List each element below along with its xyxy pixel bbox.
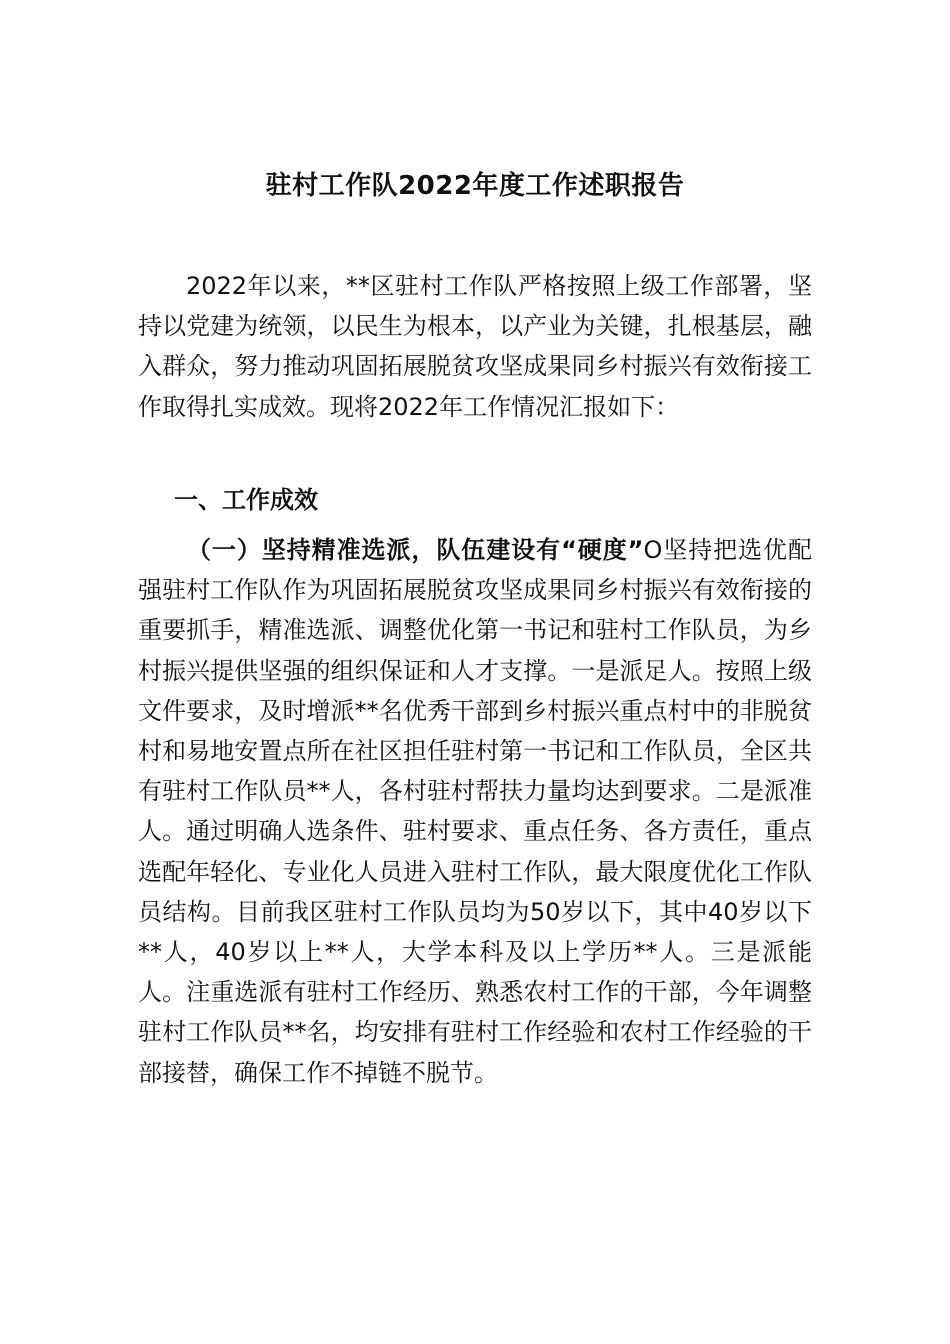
intro-paragraph-text: 2022年以来，**区驻村工作队严格按照上级工作部署，坚持以党建为统领，以民生为根本，以产业为关键，扎根基层，融入群众，努力推动巩固拓展脱贫攻坚成果同乡村振兴有效衔接工作取得扎实成效。现将2022年工作情况汇报如下：: [138, 272, 812, 421]
intro-paragraph: [138, 266, 812, 427]
subsection-heading: （一）坚持精准选派，队伍建设有“硬度”: [186, 536, 644, 564]
subsection-paragraph: [138, 530, 812, 1093]
document-title: 驻村工作队2022年度工作述职报告: [265, 171, 685, 201]
subsection-body-text: 坚持把选优配强驻村工作队作为巩固拓展脱贫攻坚成果同乡村振兴有效衔接的重要抓手，精准选派、调整优化第一书记和驻村工作队员，为乡村振兴提供坚强的组织保证和人才支撑。一是派足人。按照上级文件要求，及时增派**名优秀干部到乡村振兴重点村中的非脱贫村和易地安置点所在社区担任驻村第一书记和工作队员，全区共有驻村工作队员**人，各村驻村帮扶力量均达到要求。二是派准人。通过明确人选条件、驻村要求、重点任务、各方责任，重点选配年轻化、专业化人员进入驻村工作队，最大限度优化工作队员结构。目前我区驻村工作队员均为50岁以下，其中40岁以下**人，40岁以上**人，大学本科及以上学历**人。三是派能人。注重选派有驻村工作经历、熟悉农村工作的干部，今年调整驻村工作队员**名，均安排有驻村工作经验和农村工作经验的干部接替，确保工作不掉链不脱节。: [138, 536, 812, 1087]
section-heading: 一、工作成效: [174, 486, 318, 514]
subsection-marker: O: [643, 536, 663, 564]
